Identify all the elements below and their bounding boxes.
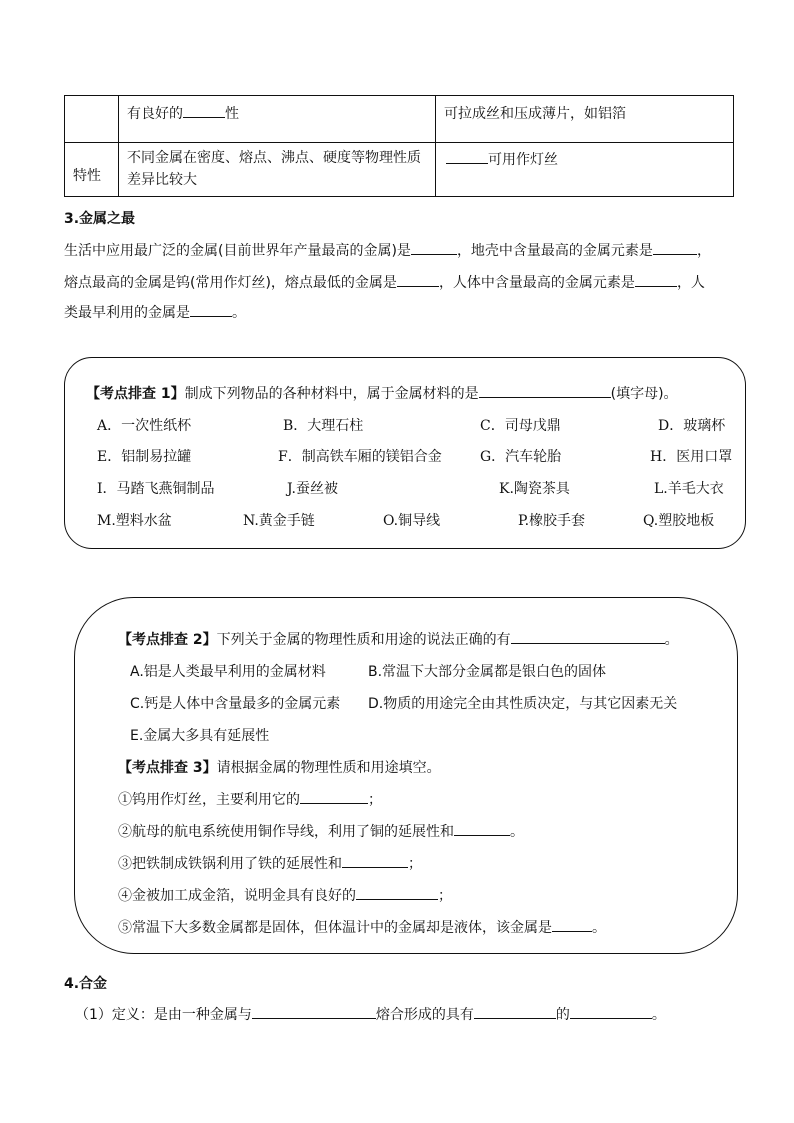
item-text: ①钨用作灯丝，主要利用它的 xyxy=(118,792,300,808)
question-stem xyxy=(86,383,678,403)
option-g: G．汽车轮胎 xyxy=(480,449,562,465)
fill-blank[interactable] xyxy=(190,302,232,317)
question-tail: 。 xyxy=(664,632,679,648)
section-heading: 3.金属之最 xyxy=(64,211,136,227)
item-tail: ； xyxy=(368,792,382,808)
text: 。 xyxy=(651,1007,666,1023)
option-n: N.黄金手链 xyxy=(243,513,315,529)
table-cell-use xyxy=(436,143,734,197)
question-label: 【考点排查 2】 xyxy=(118,632,217,648)
fill-blank[interactable] xyxy=(446,149,488,164)
paragraph-line xyxy=(64,240,711,260)
option-q: Q.塑胶地板 xyxy=(643,513,715,529)
text: 生活中应用最广泛的金属(目前世界年产量最高的金属)是 xyxy=(64,243,411,259)
item-tail: ； xyxy=(438,888,452,904)
category-label: 特性 xyxy=(73,168,101,184)
option-d: D．玻璃杯 xyxy=(658,418,726,434)
fill-blank[interactable] xyxy=(397,272,439,287)
fill-item xyxy=(118,789,382,809)
option-e: E．铝制易拉罐 xyxy=(97,449,192,465)
fill-blank[interactable] xyxy=(653,240,697,255)
option-m: M.塑料水盆 xyxy=(97,513,172,529)
fill-item xyxy=(118,885,452,905)
option-d: D.物质的用途完全由其性质决定，与其它因素无关 xyxy=(368,696,678,712)
property-text: 有良好的 xyxy=(127,106,183,122)
option-c: C．司母戊鼎 xyxy=(480,418,561,434)
text: ，人 xyxy=(676,275,705,291)
option-b: B.常温下大部分金属都是银白色的固体 xyxy=(368,664,607,680)
question-stem xyxy=(118,629,679,649)
section-heading: 4.合金 xyxy=(64,976,108,992)
question-tail: (填字母)。 xyxy=(610,386,678,402)
option-k: K.陶瓷茶具 xyxy=(499,481,570,497)
option-a: A.铝是人类最早利用的金属材料 xyxy=(130,664,326,680)
option-f: F．制高铁车厢的镁铝合金 xyxy=(278,449,442,465)
text: 。 xyxy=(232,305,246,321)
fill-item xyxy=(118,821,524,841)
answer-blank[interactable] xyxy=(552,917,592,932)
fill-blank[interactable] xyxy=(411,240,457,255)
item-tail: 。 xyxy=(510,824,524,840)
fill-blank[interactable] xyxy=(183,103,225,118)
item-text: ④金被加工成金箔，说明金具有良好的 xyxy=(118,888,356,904)
fill-blank[interactable] xyxy=(570,1004,652,1019)
option-e: E.金属大多具有延展性 xyxy=(130,728,270,744)
answer-blank[interactable] xyxy=(300,789,368,804)
item-text: ⑤常温下大多数金属都是固体，但体温计中的金属却是液体，该金属是 xyxy=(118,920,552,936)
text: 的 xyxy=(555,1007,570,1023)
fill-item xyxy=(118,917,606,937)
fill-blank[interactable] xyxy=(252,1004,376,1019)
text: （1）定义：是由一种金属与 xyxy=(75,1007,252,1023)
fill-blank[interactable] xyxy=(635,272,677,287)
option-l: L.羊毛大衣 xyxy=(654,481,724,497)
fill-item xyxy=(118,853,422,873)
item-tail: ； xyxy=(408,856,422,872)
option-a: A．一次性纸杯 xyxy=(97,418,192,434)
property-text-line: 差异比较大 xyxy=(127,172,197,188)
answer-blank[interactable] xyxy=(356,885,438,900)
paragraph-line xyxy=(64,272,705,292)
use-text: 可拉成丝和压成薄片，如铝箔 xyxy=(444,106,626,122)
text: ，地壳中含量最高的金属元素是 xyxy=(456,243,653,259)
question-text: 下列关于金属的物理性质和用途的说法正确的有 xyxy=(216,632,511,648)
table-cell-empty xyxy=(65,96,119,143)
question-label: 【考点排查 3】 xyxy=(118,760,217,776)
question-label: 【考点排查 1】 xyxy=(86,386,185,402)
properties-table xyxy=(64,95,734,197)
option-i: I．马踏飞燕铜制品 xyxy=(97,481,215,497)
answer-blank[interactable] xyxy=(479,383,611,398)
option-j: J.蚕丝被 xyxy=(287,481,338,497)
paragraph-line xyxy=(75,1004,666,1024)
text: ， xyxy=(696,243,711,259)
option-b: B．大理石柱 xyxy=(283,418,364,434)
option-p: P.橡胶手套 xyxy=(518,513,586,529)
property-text-line: 不同金属在密度、熔点、沸点、硬度等物理性质 xyxy=(127,150,421,166)
option-h: H．医用口罩 xyxy=(650,449,733,465)
fill-blank[interactable] xyxy=(474,1004,556,1019)
item-text: ②航母的航电系统使用铜作导线，利用了铜的延展性和 xyxy=(118,824,454,840)
property-suffix: 性 xyxy=(225,106,239,122)
option-o: O.铜导线 xyxy=(383,513,441,529)
question-stem xyxy=(118,757,441,777)
text: 类最早利用的金属是 xyxy=(64,305,190,321)
table-cell-category xyxy=(65,143,119,197)
answer-blank[interactable] xyxy=(454,821,510,836)
item-tail: 。 xyxy=(592,920,606,936)
text: 熔合形成的具有 xyxy=(375,1007,474,1023)
table-cell-property xyxy=(119,96,436,143)
text: ，人体中含量最高的金属元素是 xyxy=(438,275,635,291)
table-cell-use xyxy=(436,96,734,143)
question-text: 请根据金属的物理性质和用途填空。 xyxy=(216,760,441,776)
question-text: 制成下列物品的各种材料中，属于金属材料的是 xyxy=(184,386,479,402)
item-text: ③把铁制成铁锅利用了铁的延展性和 xyxy=(118,856,342,872)
option-c: C.钙是人体中含量最多的金属元素 xyxy=(130,696,341,712)
use-text: 可用作灯丝 xyxy=(488,152,558,168)
answer-blank[interactable] xyxy=(511,629,665,644)
paragraph-line xyxy=(64,302,246,322)
answer-blank[interactable] xyxy=(342,853,408,868)
table-cell-property xyxy=(119,143,436,197)
text: 熔点最高的金属是钨(常用作灯丝)，熔点最低的金属是 xyxy=(64,275,397,291)
